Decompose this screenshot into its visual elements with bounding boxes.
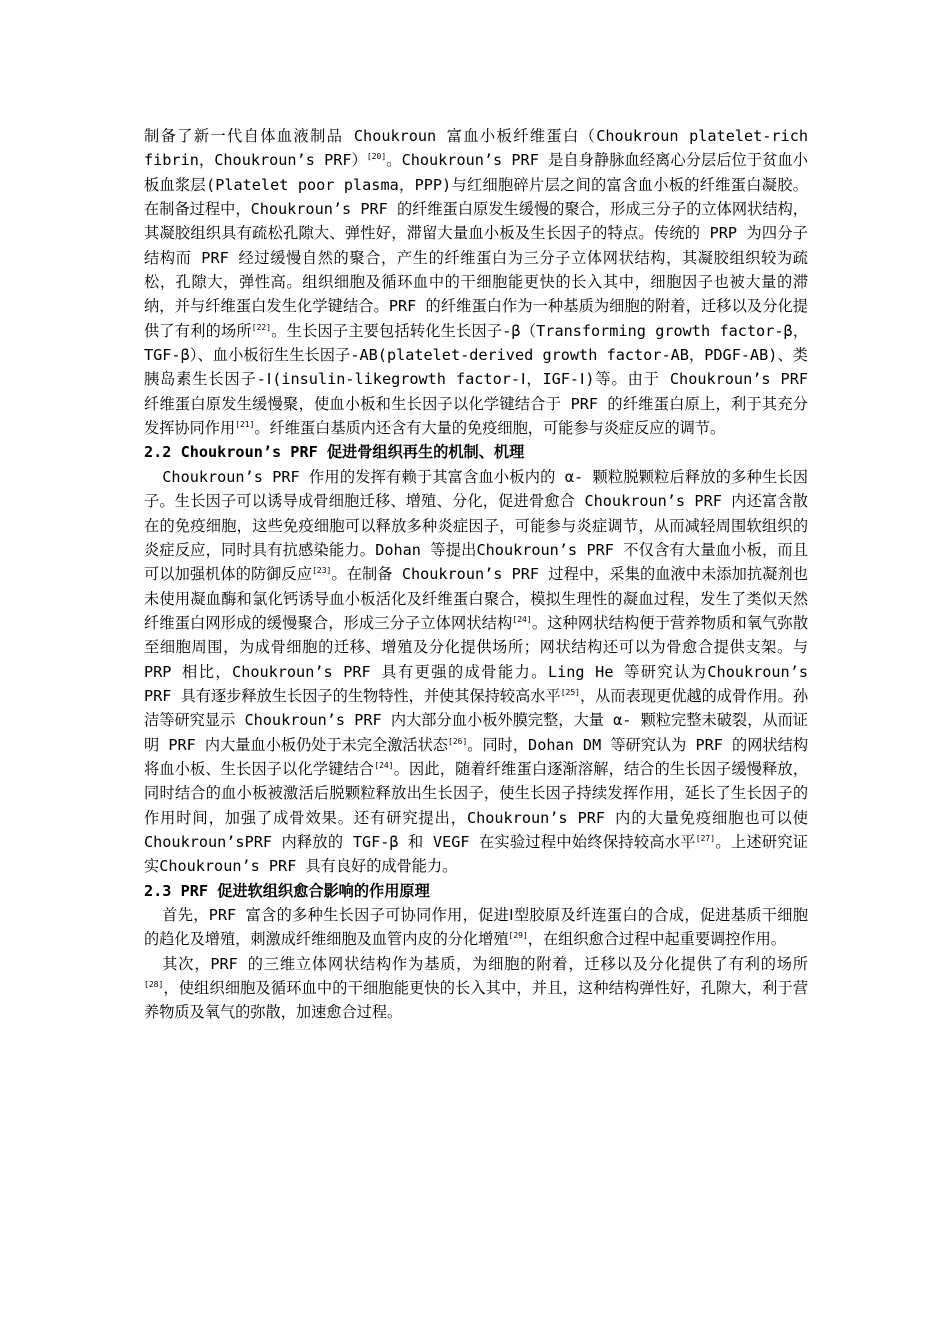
text-run: ，在组织愈合过程中起重要调控作用。 [527,930,786,949]
text-run: 制备了新一代自体血液制品 Choukroun 富血小板纤维蛋白（Choukroun platelet-rich fibrin，Choukroun’s PRF） [144,127,808,170]
citation-ref: [23] [312,566,332,576]
citation-ref: [20] [366,152,387,162]
body-paragraph [144,124,808,440]
text-run: ，从而表现更优越的成骨作用。孙洁等研究显示 Choukroun’s PRF 内大部分血小板外膜完整，大量 α- 颗粒完整未破裂，从而证明 PRF 内大量血小板仍处于未完全激活状态 [144,686,809,754]
citation-ref: [22] [251,322,272,332]
text-run: 。纤维蛋白基质内还含有大量的免疫细胞，可能参与炎症反应的调节。 [254,419,726,438]
citation-ref: [27] [695,833,716,843]
body-paragraph [144,952,808,1025]
text-run: ，使组织细胞及循环血中的干细胞能更快的长入其中，并且，这种结构弹性好，孔隙大，利于营养物质及氧气的弥散，加速愈合过程。 [144,979,808,1022]
text-run: 。在制备 Choukroun’s PRF 过程中，采集的血液中未添加抗凝剂也未使用凝血酶和氯化钙诱导血小板活化及纤维蛋白聚合，模拟生理性的凝血过程，发生了类似天然纤维蛋白网形成的缓慢聚合，形成三分子立体网状结构 [144,565,808,632]
text-run: Choukroun’s PRF 作用的发挥有赖于其富含血小板内的 α- 颗粒脱颗粒后释放的多种生长因子。生长因子可以诱导成骨细胞迁移、增殖、分化，促进骨愈合 Choukroun’s PRF 内还富含散在的免疫细胞，这些免疫细胞可以释放多种炎症因子，可能参与炎症调节，从而减轻周围软组织的炎症反应，同时具有抗感染能力。Dohan 等提出Choukroun’s PRF 不仅含有大量血小板，而且可以加强机体的防御反应 [144,467,808,584]
text-run: 。同时，Dohan DM 等研究认为 PRF 的网状结构将血小板、生长因子以化学键结合 [144,735,809,778]
citation-ref: [29] [508,931,528,941]
section-heading: 2.3 PRF 促进软组织愈合影响的作用原理 [144,881,430,900]
citation-ref: [24] [374,760,394,770]
citation-ref: [26] [448,736,468,746]
text-run: 。上述研究证实Choukroun’s PRF 具有良好的成骨能力。 [144,832,808,876]
citation-ref: [25] [560,687,580,697]
text-run: 。Choukroun’s PRF 是自身静脉血经离心分层后位于贫血小板血浆层(Platelet poor plasma，PPP)与红细胞碎片层之间的富含血小板的纤维蛋白凝胶。在制备过程中，Choukroun’s PRF 的纤维蛋白原发生缓慢的聚合，形成三分子的立体网状结构，其凝胶组织具有疏松孔隙大、弹性好，滞留大量血小板及生长因子的特点。传统的 PRP 为四分子结构而 PRF 经过缓慢自然的聚合，产生的纤维蛋白为三分子立体网状结构，其凝胶组织较为疏松，孔隙大，弹性高。组织细胞及循环血中的干细胞能更快的长入其中，细胞因子也被大量的滞纳，并与纤维蛋白发生化学键结合。PRF 的纤维蛋白作为一种基质为细胞的附着，迁移以及分化提供了有利的场所 [144,151,808,340]
text-run: 首先，PRF 富含的多种生长因子可协同作用，促进Ⅰ型胶原及纤连蛋白的合成，促进基质干细胞的趋化及增殖，刺激成纤维细胞及血管内皮的分化增殖 [144,906,808,949]
section-heading: 2.2 Choukroun’s PRF 促进骨组织再生的机制、机理 [144,443,525,462]
citation-ref: [28] [144,980,164,990]
citation-ref: [24] [512,614,532,624]
document-page [144,124,808,1025]
text-run: 其次，PRF 的三维立体网状结构作为基质，为细胞的附着，迁移以及分化提供了有利的场所 [162,954,808,973]
text-run: 。生长因子主要包括转化生长因子-β（Transforming growth factor-β，TGF-β）、血小板衍生生长因子-AB(platelet-derived growth factor-AB，PDGF-AB)、类胰岛素生长因子-Ⅰ(insulin-likegrowth factor-Ⅰ，IGF-Ⅰ)等。由于 Choukroun’s PRF 纤维蛋白原发生缓慢聚，使血小板和生长因子以化学键结合于 PRF 的纤维蛋白原上，利于其充分发挥协同作用 [144,321,809,438]
text-run: 。因此，随着纤维蛋白逐渐溶解，结合的生长因子缓慢释放，同时结合的血小板被激活后脱颗粒释放出生长因子，使生长因子持续发挥作用，延长了生长因子的作用时间，加强了成骨效果。还有研究提出，Choukroun’s PRF 内的大量免疫细胞也可以使 Choukroun’sPRF 内释放的 TGF-β 和 VEGF 在实验过程中始终保持较高水平 [144,759,809,851]
body-paragraph [144,903,808,952]
body-paragraph [144,465,808,879]
citation-ref: [21] [235,420,255,430]
text-run: 。这种网状结构便于营养物质和氧气弥散至细胞周围，为成骨细胞的迁移、增殖及分化提供场所；网状结构还可以为骨愈合提供支架。与 PRP 相比，Choukroun’s PRF 具有更强的成骨能力。Ling He 等研究认为Choukroun’s PRF 具有逐步释放生长因子的生物特性，并使其保持较高水平 [144,613,809,705]
